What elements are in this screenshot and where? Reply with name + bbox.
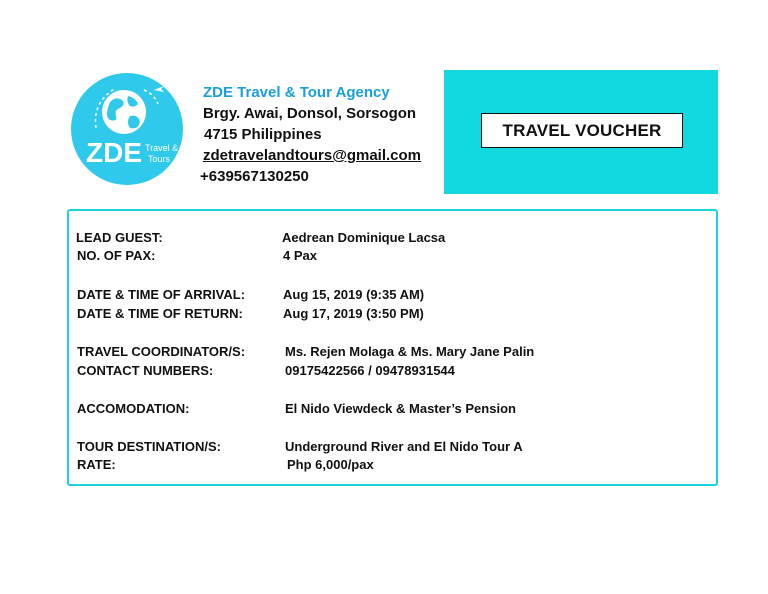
agency-address-line2: 4715 Philippines: [204, 126, 322, 143]
voucher-details: [67, 209, 718, 486]
arrival-label: DATE & TIME OF ARRIVAL:: [77, 287, 246, 302]
pax-label: NO. OF PAX:: [77, 248, 156, 263]
voucher-banner: [444, 70, 718, 194]
contact-label: CONTACT NUMBERS:: [77, 363, 214, 378]
voucher-title: TRAVEL VOUCHER: [481, 113, 683, 148]
return-value: Aug 17, 2019 (3:50 PM): [283, 306, 424, 321]
accommodation-value: El Nido Viewdeck & Master’s Pension: [285, 401, 516, 416]
agency-email-link[interactable]: zdetravelandtours@gmail.com: [203, 147, 422, 164]
arrival-value: Aug 15, 2019 (9:35 AM): [283, 287, 425, 302]
agency-address-line1: Brgy. Awai, Donsol, Sorsogon: [203, 105, 417, 122]
coordinator-label: TRAVEL COORDINATOR/S:: [77, 344, 246, 359]
destination-label: TOUR DESTINATION/S:: [77, 439, 221, 454]
logo-sub-text-1: Travel &: [145, 143, 179, 153]
lead-guest-label: LEAD GUEST:: [76, 230, 163, 245]
agency-info: [200, 82, 421, 187]
rate-label: RATE:: [77, 457, 116, 472]
lead-guest-value: Aedrean Dominique Lacsa: [282, 230, 446, 245]
rate-value: Php 6,000/pax: [287, 457, 374, 472]
return-label: DATE & TIME OF RETURN:: [77, 306, 243, 321]
contact-value: 09175422566 / 09478931544: [285, 363, 455, 378]
logo-globe-icon: [70, 72, 184, 186]
logo-main-text: ZDE: [86, 137, 142, 168]
pax-value: 4 Pax: [283, 248, 317, 263]
agency-logo: [70, 72, 184, 186]
accommodation-label: ACCOMODATION:: [77, 401, 190, 416]
agency-name: ZDE Travel & Tour Agency: [203, 84, 390, 101]
coordinator-value: Ms. Rejen Molaga & Ms. Mary Jane Palin: [285, 344, 535, 359]
logo-sub-text-2: Tours: [148, 154, 171, 164]
agency-phone: +639567130250: [200, 168, 309, 185]
destination-value: Underground River and El Nido Tour A: [285, 439, 523, 454]
